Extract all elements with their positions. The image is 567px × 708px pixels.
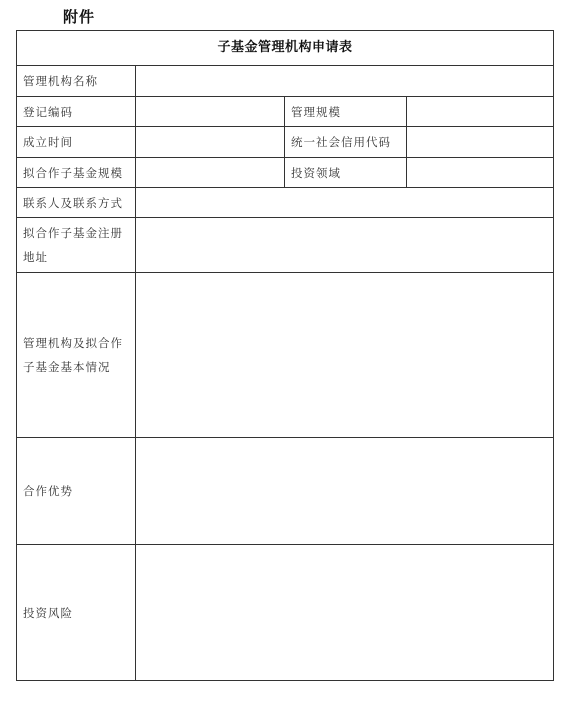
advantages-field[interactable] <box>136 438 554 545</box>
org-name-label: 管理机构名称 <box>17 66 136 97</box>
credit-code-field[interactable] <box>407 127 554 158</box>
risks-label: 投资风险 <box>17 545 136 681</box>
risks-field[interactable] <box>136 545 554 681</box>
credit-code-label: 统一社会信用代码 <box>285 127 407 158</box>
mgmt-scale-label: 管理规模 <box>285 97 407 127</box>
established-label: 成立时间 <box>17 127 136 158</box>
basic-info-field[interactable] <box>136 273 554 438</box>
fund-scale-label: 拟合作子基金规模 <box>17 158 136 188</box>
attachment-label: 附件 <box>63 8 96 26</box>
mgmt-scale-field[interactable] <box>407 97 554 127</box>
contact-label: 联系人及联系方式 <box>17 188 136 218</box>
reg-code-field[interactable] <box>136 97 285 127</box>
fund-scale-field[interactable] <box>136 158 285 188</box>
invest-area-label: 投资领域 <box>285 158 407 188</box>
application-form-table <box>16 30 554 681</box>
form-title: 子基金管理机构申请表 <box>17 31 554 66</box>
basic-info-label: 管理机构及拟合作子基金基本情况 <box>17 273 136 438</box>
reg-code-label: 登记编码 <box>17 97 136 127</box>
established-field[interactable] <box>136 127 285 158</box>
invest-area-field[interactable] <box>407 158 554 188</box>
reg-address-field[interactable] <box>136 218 554 273</box>
contact-field[interactable] <box>136 188 554 218</box>
org-name-field[interactable] <box>136 66 554 97</box>
reg-address-label: 拟合作子基金注册地址 <box>17 218 136 273</box>
advantages-label: 合作优势 <box>17 438 136 545</box>
